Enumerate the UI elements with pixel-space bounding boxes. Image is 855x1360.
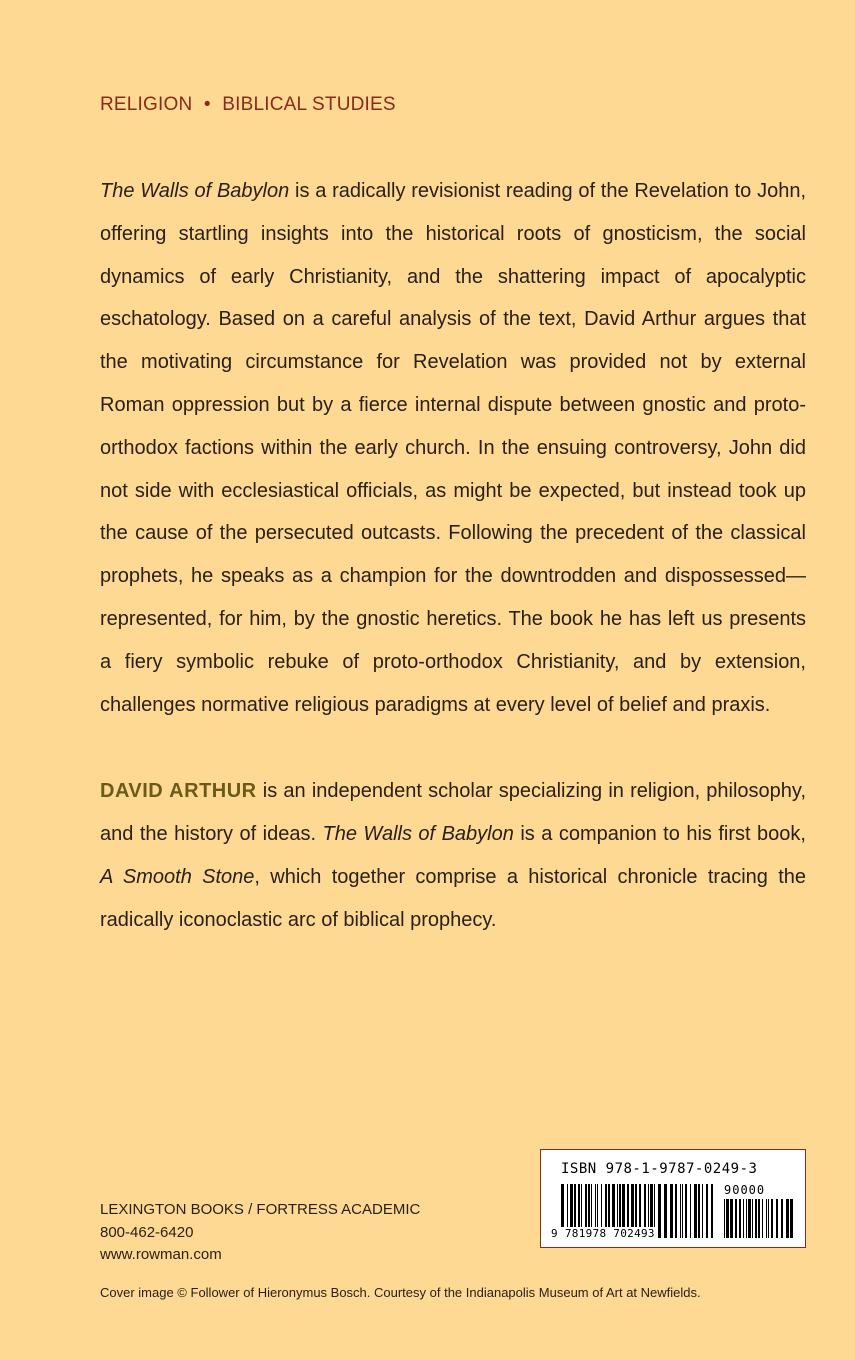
isbn-number: ISBN 978-1-9787-0249-3 xyxy=(561,1161,758,1177)
barcode-bar xyxy=(790,1199,793,1238)
category-primary: RELIGION xyxy=(100,94,193,115)
barcode-bar xyxy=(762,1199,763,1238)
barcode-bar xyxy=(711,1184,713,1238)
isbn-barcode xyxy=(540,1149,806,1248)
barcode-bar xyxy=(724,1199,725,1238)
barcode-bar xyxy=(682,1184,683,1238)
description-text: is a radically revisionist reading of the Revelation to John, offering startling insights into the historical roots of gnosticism, the social dynamics of early Christianity, and the shattering impact of apocalyptic eschatology. Based on a careful analysis of the text, David Arthur argues that the motivating circumstance for Revelation was provided not by external Roman oppression but by a fierce internal dispute between gnostic and proto-orthodox factions within the early church. In the ensuing controversy, John did not side with ecclesiastical officials, as might be expected, but instead took up the cause of the persecuted outcasts. Following the precedent of the classical prophets, he speaks as a champion for the downtrodden and dispossessed—represented, for him, by the gnostic heretics. The book he has left us presents a fiery symbolic rebuke of proto-orthodox Christianity, and by extension, challenges normative religious paradigms at every level of belief and praxis. xyxy=(100,180,806,716)
barcode-bar xyxy=(771,1199,773,1238)
barcode-bar xyxy=(755,1199,757,1238)
category-label xyxy=(100,94,396,116)
barcode-bar xyxy=(768,1199,769,1238)
barcode-bar xyxy=(735,1199,737,1238)
bio-text-1: is an independent scholar specializing in religion, philosophy, and the history of ideas. xyxy=(100,780,806,845)
barcode-bar xyxy=(726,1199,729,1238)
publisher-name: LEXINGTON BOOKS / FORTRESS ACADEMIC xyxy=(100,1201,421,1218)
barcode-bar xyxy=(739,1199,741,1238)
ean-digits: 9 781978 702493 xyxy=(551,1227,655,1240)
barcode-bar xyxy=(752,1199,753,1238)
barcode-bar xyxy=(746,1199,747,1238)
barcode-bar xyxy=(766,1199,767,1238)
barcode-bar xyxy=(730,1199,733,1238)
barcode-bar xyxy=(758,1199,760,1238)
barcode-bar xyxy=(670,1184,673,1238)
barcode-bar xyxy=(675,1184,677,1238)
publisher-phone: 800-462-6420 xyxy=(100,1223,194,1241)
publisher-website: www.rowman.com xyxy=(100,1246,222,1263)
cover-credit: Cover image © Follower of Hieronymus Bosch. Courtesy of the Indianapolis Museum of Art at Newfields. xyxy=(100,1285,701,1300)
barcode-bar xyxy=(664,1184,667,1238)
author-bio xyxy=(100,770,806,942)
book-title-italic: The Walls of Babylon xyxy=(100,180,290,202)
category-secondary: BIBLICAL STUDIES xyxy=(222,94,396,115)
author-name: DAVID ARTHUR xyxy=(100,780,257,802)
barcode-bar xyxy=(781,1199,783,1238)
category-separator: • xyxy=(203,94,211,115)
book-description xyxy=(100,170,806,726)
bio-text-3: , which together comprise a historical chronicle tracing the radically iconoclastic arc of biblical prophecy. xyxy=(100,866,806,931)
barcode-bar xyxy=(658,1184,661,1238)
barcode-bar xyxy=(702,1184,703,1238)
barcode-bar xyxy=(776,1199,778,1238)
barcode-bar xyxy=(685,1184,687,1238)
bio-text-2: is a companion to his first book, xyxy=(513,823,806,845)
barcode-bar xyxy=(786,1199,789,1238)
barcode-bar xyxy=(690,1184,691,1238)
bio-book-title: The Walls of Babylon xyxy=(322,823,514,845)
bio-first-book-title: A Smooth Stone xyxy=(100,866,255,888)
barcode-bar xyxy=(743,1199,744,1238)
barcode-bar xyxy=(698,1184,700,1238)
barcode-bar xyxy=(748,1199,751,1238)
price-code: 90000 xyxy=(724,1183,766,1197)
barcode-bar xyxy=(680,1184,681,1238)
barcode-bar xyxy=(694,1184,697,1238)
barcode-bar xyxy=(706,1184,708,1238)
publisher-info xyxy=(100,1199,420,1267)
